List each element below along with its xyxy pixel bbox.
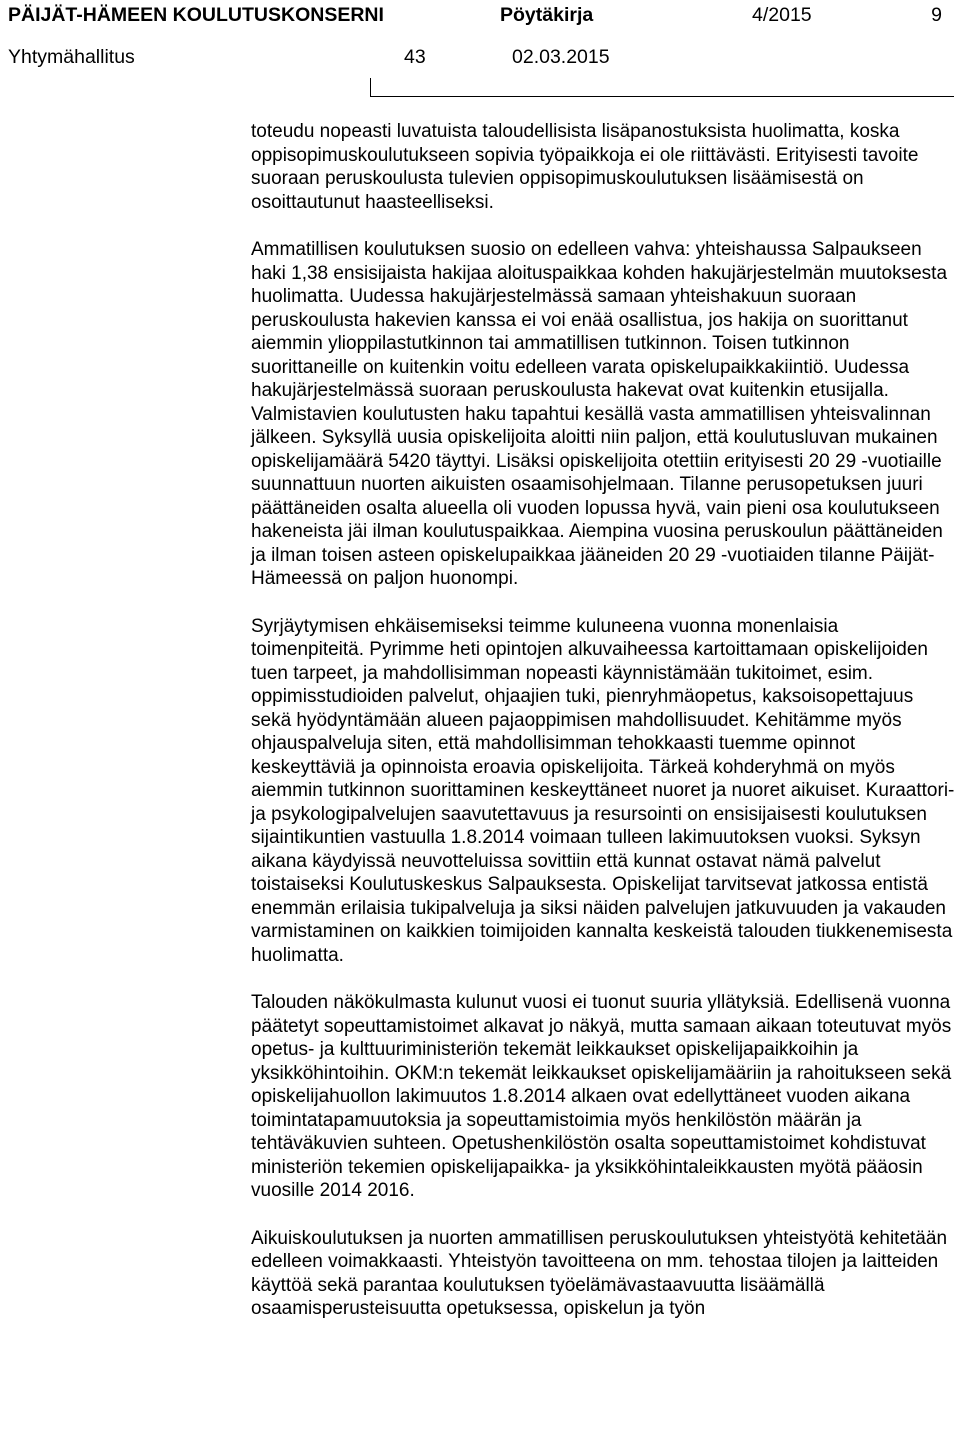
document-header-bottom — [8, 46, 942, 72]
governing-body: Yhtymähallitus — [8, 46, 135, 68]
document-body — [251, 120, 956, 1345]
paragraph: Ammatillisen koulutuksen suosio on edelleen vahva: yhteishaussa Salpaukseen haki 1,38 ensisijaista hakijaa aloituspaikkaa kohden hakujärjestelmän muutoksesta huolimatta. Uudessa hakujärjestelmässä samaan yhteishakuun suoraan peruskoulusta hakevien kanssa ei voi enää osallistua, jos hakija on suorittanut aiemmin ylioppilastutkinnon tai ammatillisen tutkinnon. Toisen tutkinnon suorittaneille on kuitenkin voitu edelleen varata opiskelupaikkakiintiö. Uudessa hakujärjestelmässä suoraan peruskoulusta hakevat ovat kuitenkin etusijalla. Valmistavien koulutusten haku tapahtui kesällä vasta ammatillisen yhteisvalinnan jälkeen. Syksyllä uusia opiskelijoita aloitti niin paljon, että koulutusluvan mukainen opiskelijamäärä 5420 täyttyi. Lisäksi opiskelijoita otettiin erityisesti 20 29 -vuotiaille suunnattuun nuorten aikuisten osaamisohjelmaan. Tilanne perusopetuksen juuri päättäneiden osalta alueella oli vuoden lopussa hyvä, vain pieni osa koulutukseen hakeneista jäi ilman koulutuspaikkaa. Aiempina vuosina peruskoulun päättäneiden ja ilman toisen asteen opiskelupaikkaa jääneiden 20 29 -vuotiaiden tilanne Päijät-Hämeessä on paljon huonompi. — [251, 239, 948, 589]
organization-name: PÄIJÄT-HÄMEEN KOULUTUSKONSERNI — [8, 4, 384, 26]
document-type: Pöytäkirja — [500, 4, 594, 26]
header-rule-tick — [370, 78, 371, 97]
meeting-date: 02.03.2015 — [512, 46, 610, 68]
paragraph: Aikuiskoulutuksen ja nuorten ammatillisen peruskoulutuksen yhteistyötä kehitetään edelleen voimakkaasti. Yhteistyön tavoitteena on mm. tehostaa tilojen ja laitteiden käyttöä sekä parantaa koulutuksen työelämävastaavuutta lisäämällä osaamisperusteisuutta opetuksessa, opiskelun ja työn — [251, 1227, 948, 1319]
document-number: 4/2015 — [752, 4, 812, 26]
paragraph: toteudu nopeasti luvatuista taloudellisista lisäpanostuksista huolimatta, koska oppisopimuskoulutukseen sopivia työpaikkoja ei ole riittävästi. Erityisesti tavoite suoraan peruskoulusta tulevien oppisopimuskoulutuksen lisäämisestä on osoittautunut haasteelliseksi. — [251, 121, 919, 213]
header-divider — [370, 96, 954, 97]
paragraph: Syrjäytymisen ehkäisemiseksi teimme kuluneena vuonna monenlaisia toimenpiteitä. Pyrimme heti opintojen alkuvaiheessa kartoittamaan opiskelijoiden tuen tarpeet, ja mahdollisimman nopeasti käynnistämään tukitoimet, esim. oppimisstudioiden palvelut, ohjaajien tuki, pienryhmäopetus, kaksoisopettajuus sekä hyödyntämään alueen pajaoppimisen mahdollisuudet. Kehitämme myös ohjauspalveluja siten, että mahdollisimman tehokkaasti tuemme opinnot keskeyttäviä ja opinnoista eroavia opiskelijoita. Tärkeä kohderyhmä on myös aiemmin tutkinnon suorittaminen keskeyttäneet nuoret ja nuoret aikuiset. Kuraattori- ja psykologipalvelujen saavutettavuus ja resursointi on ensisijaisesti koulutuksen sijaintikuntien vastuulla 1.8.2014 voimaan tulleen lakimuutoksen vuoksi. Syksyn aikana käydyissä neuvotteluissa sovittiin että kunnat ostavat nämä palvelut toistaiseksi Koulutuskeskus Salpauksesta. Opiskelijat tarvitsevat jatkossa entistä enemmän erilaisia tukipalveluja ja siksi näiden palvelujen jatkuvuuden ja vakauden varmistaminen on kaikkien toimijoiden kannalta keskeistä talouden tiukkenemisesta huolimatta. — [251, 615, 955, 966]
section-number: 43 — [404, 46, 426, 68]
document-header-top — [8, 4, 942, 30]
page-number: 9 — [931, 4, 942, 26]
paragraph: Talouden näkökulmasta kulunut vuosi ei tuonut suuria yllätyksiä. Edellisenä vuonna päätetyt sopeuttamistoimet alkavat jo näkyä, mutta samaan aikaan toteutuvat myös opetus- ja kulttuuriministeriön tekemät leikkaukset opiskelijapaikkoihin ja yksikköhintoihin. OKM:n tekemät leikkaukset opiskelijamääriin ja rahoitukseen sekä opiskelijahuollon lakimuutos 1.8.2014 alkaen ovat edellyttäneet vuoden aikana toimintatapamuutoksia ja sopeuttamistoimia myös henkilöstön määrän ja tehtäväkuvien suhteen. Opetushenkilöstön osalta sopeuttamistoimet kohdistuvat ministeriön tekemien opiskelijapaikka- ja yksikköhintaleikkausten myötä pääosin vuosille 2014 2016. — [251, 992, 952, 1201]
